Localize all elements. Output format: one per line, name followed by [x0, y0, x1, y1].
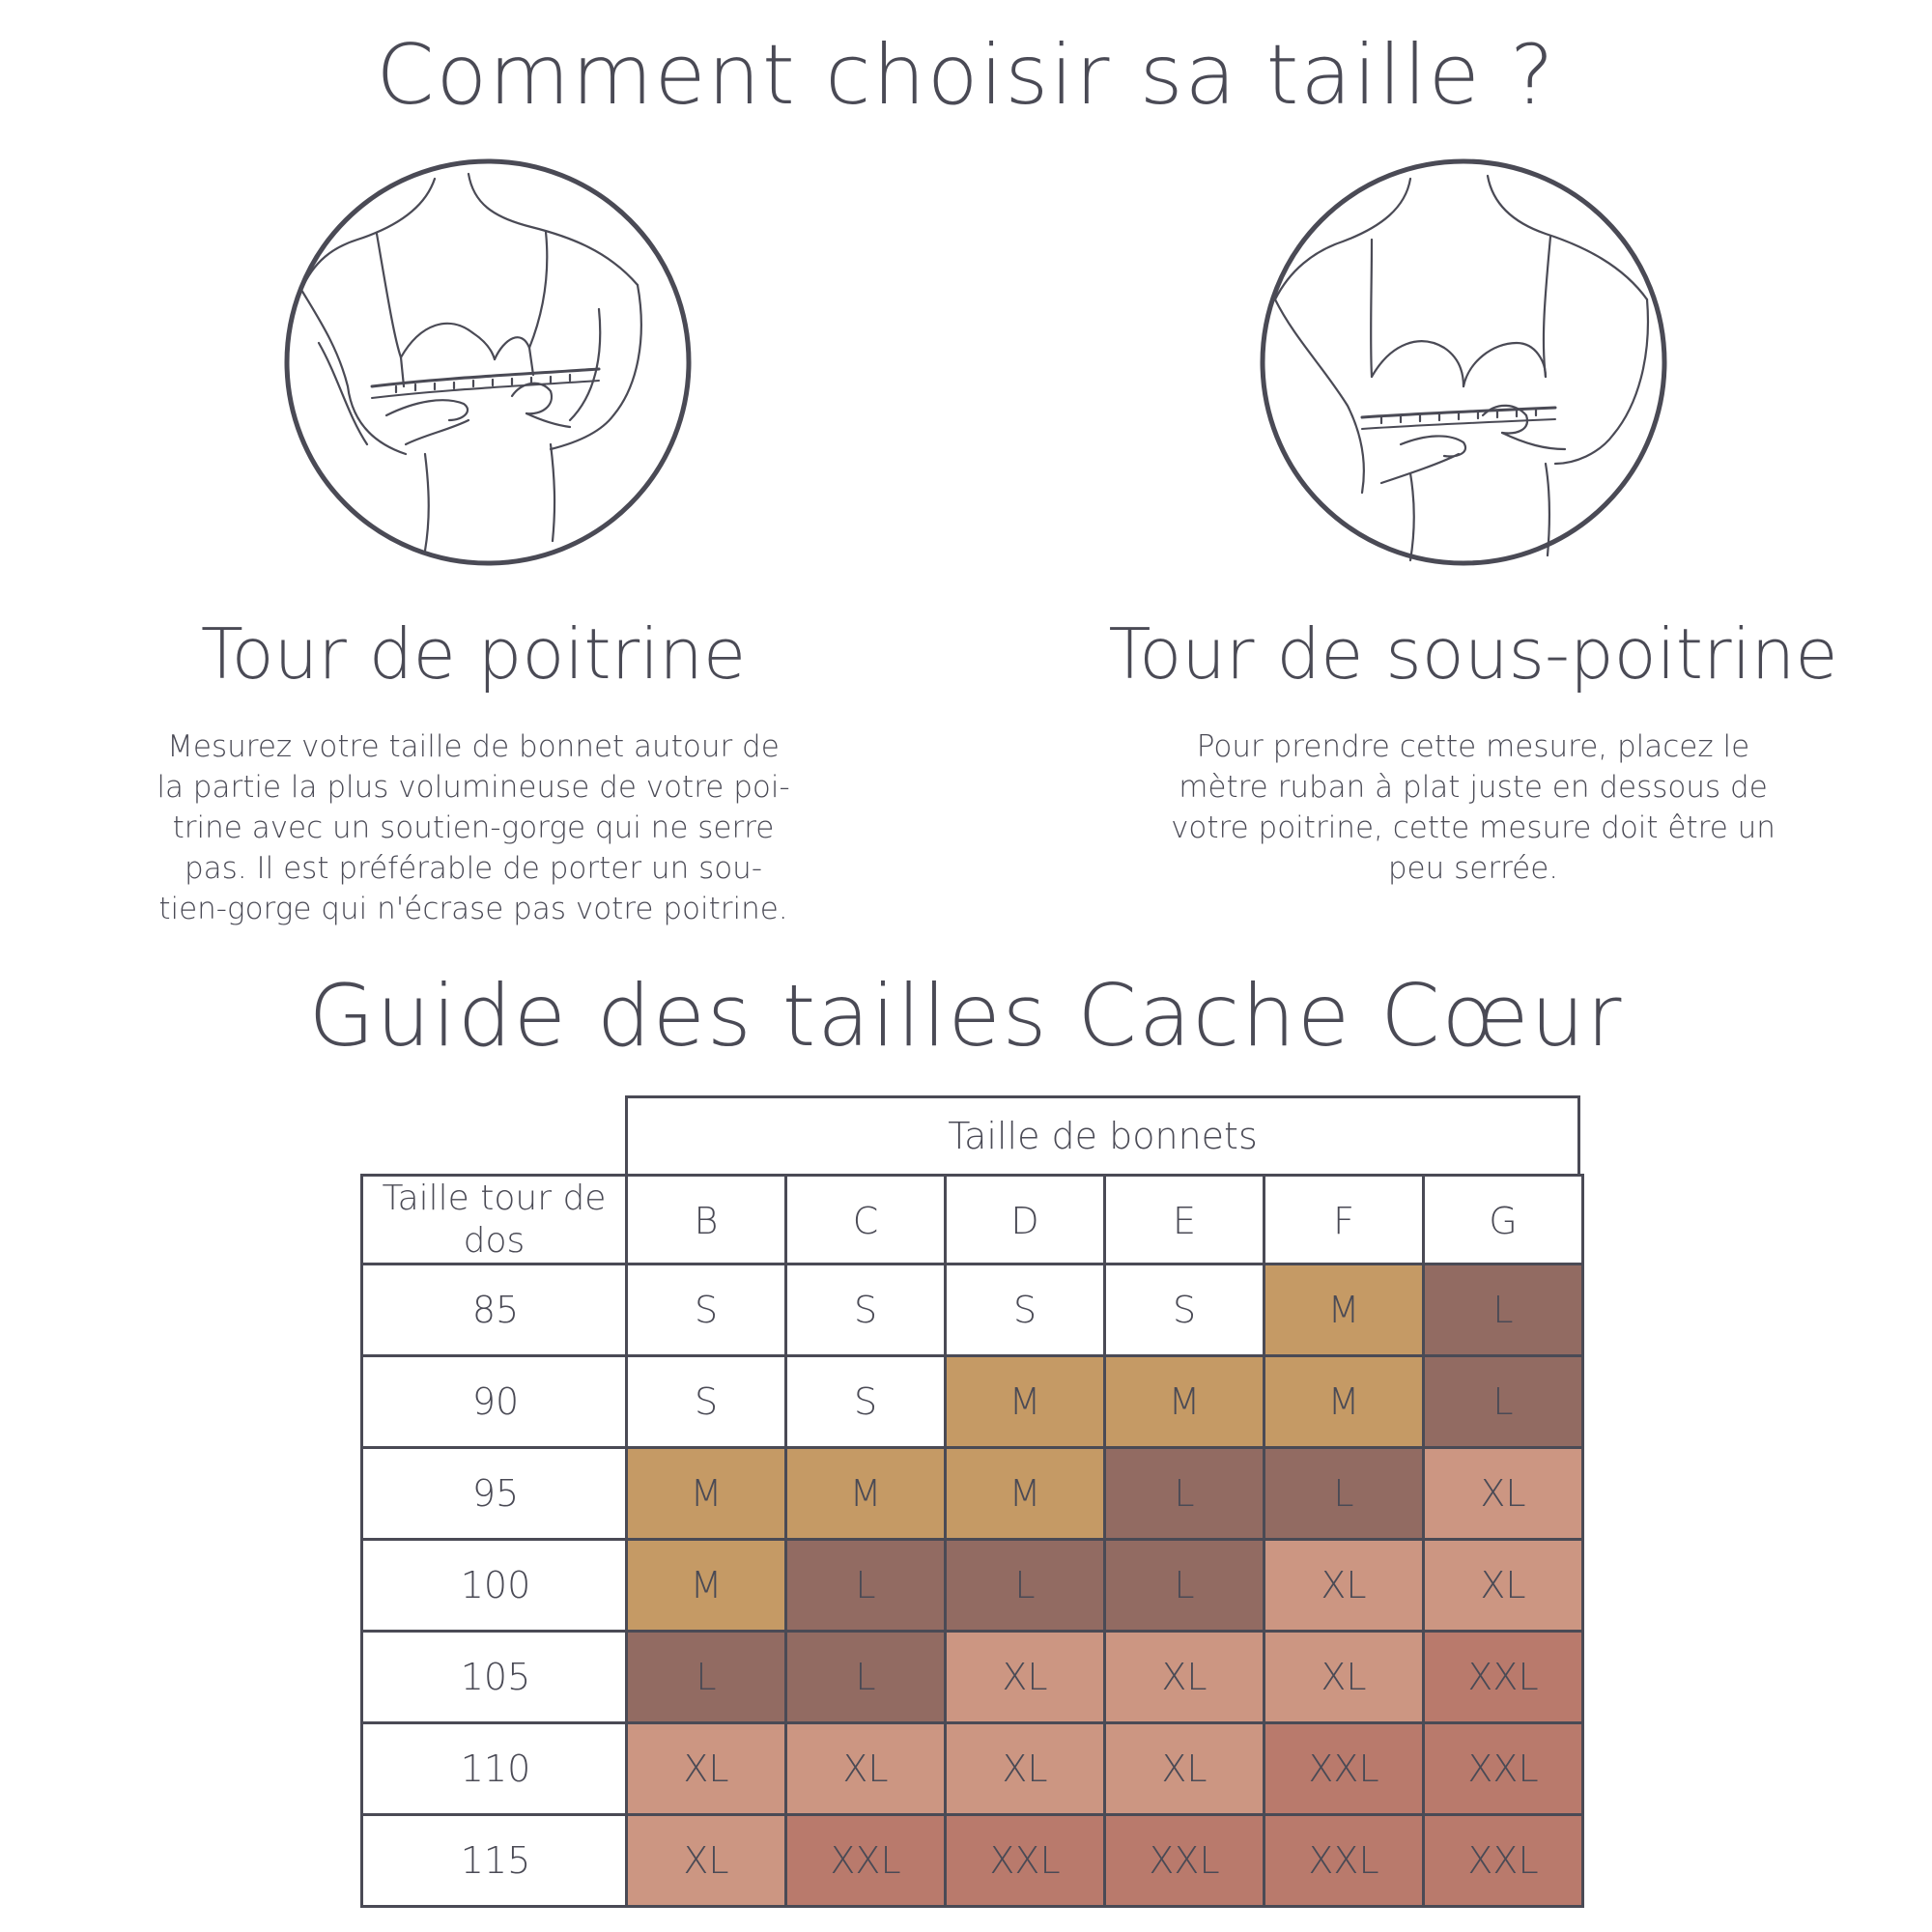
size-cell: L	[1263, 1446, 1425, 1541]
cup-size-label: D	[944, 1174, 1106, 1268]
size-cell: XXL	[1422, 1813, 1584, 1908]
size-cell: XL	[1263, 1538, 1425, 1633]
size-cell: XXL	[944, 1813, 1106, 1908]
bust-instruction-line: tien-gorge qui n'écrase pas votre poitrine.	[158, 892, 788, 926]
size-cell: L	[1103, 1538, 1265, 1633]
back-size-label: 110	[360, 1721, 631, 1816]
back-size-label: 90	[360, 1354, 631, 1449]
bust-instructions	[135, 726, 811, 929]
size-cell: M	[625, 1446, 787, 1541]
size-cell: XXL	[1103, 1813, 1265, 1908]
size-cell: XL	[625, 1813, 787, 1908]
cup-size-label: F	[1263, 1174, 1425, 1268]
back-size-label: 105	[360, 1630, 631, 1724]
underbust-instruction-line: mètre ruban à plat juste en dessous de	[1179, 770, 1768, 805]
bust-instruction-line: pas. Il est préférable de porter un sou-	[184, 851, 763, 886]
underbust-instructions	[1140, 726, 1806, 889]
size-cell: XL	[944, 1721, 1106, 1816]
bust-title: Tour de poitrine	[200, 613, 747, 695]
size-cell: XL	[1263, 1630, 1425, 1724]
underbust-instruction-line: Pour prendre cette mesure, placez le	[1196, 729, 1750, 764]
size-guide-title: Guide des tailles Cache Cœur	[308, 966, 1624, 1065]
size-cell: XL	[1422, 1446, 1584, 1541]
size-cell: S	[625, 1263, 787, 1357]
size-cell: XL	[784, 1721, 947, 1816]
bust-measurement-illustration	[280, 155, 696, 570]
size-cell: L	[1422, 1263, 1584, 1357]
size-cell: M	[784, 1446, 947, 1541]
size-cell: M	[944, 1446, 1106, 1541]
size-cell: S	[625, 1354, 787, 1449]
back-size-label: 100	[360, 1538, 631, 1633]
size-cell: M	[1103, 1354, 1265, 1449]
size-cell: S	[944, 1263, 1106, 1357]
size-cell: S	[1103, 1263, 1265, 1357]
size-cell: XL	[1103, 1630, 1265, 1724]
bust-instruction-line: la partie la plus volumineuse de votre poi-	[156, 770, 790, 805]
size-cell: L	[944, 1538, 1106, 1633]
size-cell: XXL	[1422, 1721, 1584, 1816]
cup-size-label: E	[1103, 1174, 1265, 1268]
size-cell: XXL	[1263, 1813, 1425, 1908]
size-cell: XL	[625, 1721, 787, 1816]
size-cell: L	[625, 1630, 787, 1724]
size-cell: XL	[1103, 1721, 1265, 1816]
size-cell: M	[1263, 1354, 1425, 1449]
cup-size-label: B	[625, 1174, 787, 1268]
size-cell: XXL	[1263, 1721, 1425, 1816]
underbust-title: Tour de sous-poitrine	[1108, 613, 1838, 695]
size-cell: L	[784, 1630, 947, 1724]
size-cell: XXL	[784, 1813, 947, 1908]
size-cell: L	[1103, 1446, 1265, 1541]
back-size-header: Taille tour de dos	[360, 1174, 628, 1265]
size-cell: M	[944, 1354, 1106, 1449]
cup-size-label: C	[784, 1174, 947, 1268]
bust-instruction-line: trine avec un soutien-gorge qui ne serre	[172, 810, 775, 845]
size-cell: XL	[944, 1630, 1106, 1724]
back-size-label: 95	[360, 1446, 631, 1541]
underbust-instruction-line: votre poitrine, cette mesure doit être un	[1171, 810, 1776, 845]
size-cell: XXL	[1422, 1630, 1584, 1724]
cup-size-label: G	[1422, 1174, 1584, 1268]
back-size-label: 115	[360, 1813, 631, 1908]
back-size-label: 85	[360, 1263, 631, 1357]
size-cell: M	[625, 1538, 787, 1633]
underbust-instruction-line: peu serrée.	[1387, 851, 1559, 886]
bust-instruction-line: Mesurez votre taille de bonnet autour de	[167, 729, 780, 764]
cup-size-header: Taille de bonnets	[625, 1095, 1580, 1177]
size-cell: XL	[1422, 1538, 1584, 1633]
page-title: Comment choisir sa taille ?	[376, 27, 1556, 124]
size-cell: M	[1263, 1263, 1425, 1357]
size-cell: S	[784, 1263, 947, 1357]
size-cell: L	[784, 1538, 947, 1633]
size-cell: L	[1422, 1354, 1584, 1449]
size-cell: S	[784, 1354, 947, 1449]
underbust-measurement-illustration	[1256, 155, 1671, 570]
